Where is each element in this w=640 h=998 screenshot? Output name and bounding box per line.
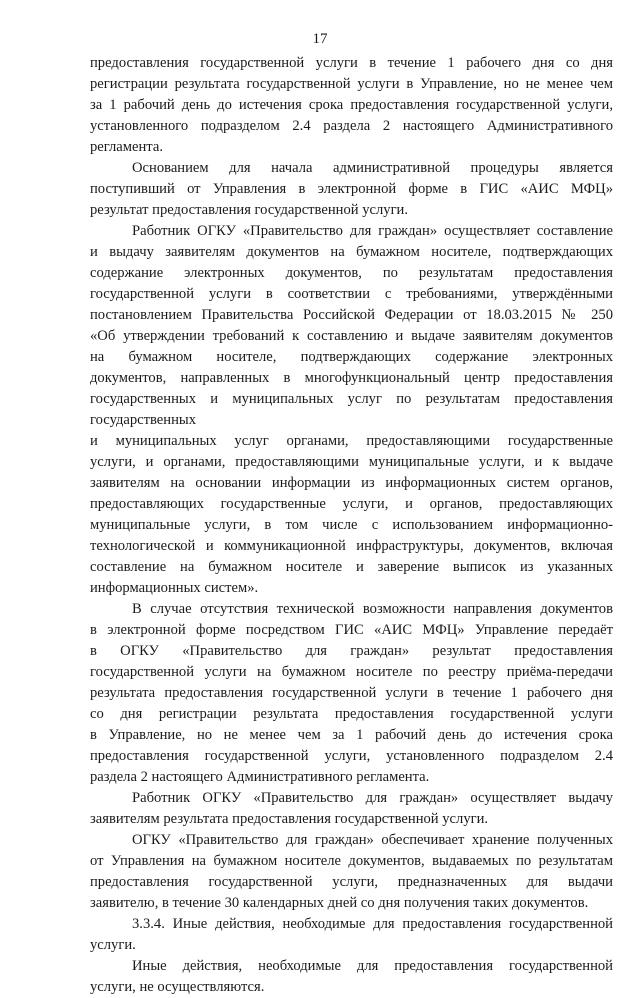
text-line: государственной услуги на бумажном носителе по реестру приёма-передачи [90, 664, 613, 680]
text-line: Иные действия, необходимые для предоставления государственной [132, 958, 613, 974]
text-line: «Об утверждении требований к составлению и выдаче заявителям документов [90, 328, 613, 344]
text-line: и муниципальных услуг органами, предоставляющими государственные [90, 433, 613, 449]
text-line: в электронной форме посредством ГИС «АИС МФЦ» Управление передаёт [90, 622, 613, 638]
text-line: составление на бумажном носителе и заверение выписок из указанных [90, 559, 613, 575]
text-line: предоставляющих государственные услуги, и органов, предоставляющих [90, 496, 613, 512]
text-line: раздела 2 настоящего Административного регламента. [90, 769, 430, 785]
text-line: услуги, и органами, предоставляющими муниципальные услуги, и к выдаче [90, 454, 613, 470]
text-line: в Управление, но не менее чем за 1 рабочий день до истечения срока [90, 727, 613, 743]
text-line: на бумажном носителе, подтверждающих содержание электронных [90, 349, 613, 365]
text-line: государственных и муниципальных услуг по результатам предоставления [90, 391, 613, 407]
text-line: результат предоставления государственной услуги. [90, 202, 409, 218]
text-line: и выдачу заявителям документов на бумажном носителе, подтверждающих [90, 244, 613, 260]
body-text [90, 53, 613, 998]
text-line: заявителям на основании информации из информационных систем органов, [90, 475, 613, 491]
page-number: 17 [312, 31, 328, 47]
text-line: регламента. [90, 139, 163, 155]
text-line: установленного подразделом 2.4 раздела 2 настоящего Административного [90, 118, 613, 134]
text-line: содержание электронных документов, по результатам предоставления [90, 265, 613, 281]
text-line: регистрации результата государственной услуги в Управление, но не менее чем [90, 76, 613, 92]
text-line: услуги, не осуществляются. [90, 979, 265, 995]
text-line: результата предоставления государственной услуги в течение 1 рабочего дня [90, 685, 613, 701]
text-line: за 1 рабочий день до истечения срока предоставления государственной услуги, [90, 97, 613, 113]
text-line: заявителям результата предоставления государственной услуги. [90, 811, 489, 827]
text-line: в ОГКУ «Правительство для граждан» результат предоставления [90, 643, 613, 659]
text-line: со дня регистрации результата предоставления государственной услуги [90, 706, 613, 722]
text-line: информационных систем». [90, 580, 259, 596]
text-line: услуги. [90, 937, 136, 953]
text-line: ОГКУ «Правительство для граждан» обеспечивает хранение полученных [132, 832, 613, 848]
text-line: государственной услуги в соответствии с требованиями, утверждёнными [90, 286, 613, 302]
text-line: муниципальные услуги, в том числе с использованием информационно- [90, 517, 613, 533]
text-line: заявителю, в течение 30 календарных дней со дня получения таких документов. [90, 895, 589, 911]
text-line: документов, направленных в многофункциональный центр предоставления [90, 370, 613, 386]
text-line: поступивший от Управления в электронной форме в ГИС «АИС МФЦ» [90, 181, 613, 197]
text-line: предоставления государственной услуги в течение 1 рабочего дня со дня [90, 55, 613, 71]
text-line: от Управления на бумажном носителе документов, выдаваемых по результатам [90, 853, 613, 869]
text-line: В случае отсутствия технической возможности направления документов [132, 601, 613, 617]
text-line: Основанием для начала административной процедуры является [132, 160, 613, 176]
text-line: предоставления государственной услуги, предназначенных для выдачи [90, 874, 613, 890]
text-line: предоставления государственной услуги, установленного подразделом 2.4 [90, 748, 613, 764]
text-line: государственных [90, 412, 197, 428]
text-line: технологической и коммуникационной инфраструктуры, документов, включая [90, 538, 613, 554]
text-line: 3.3.4. Иные действия, необходимые для предоставления государственной [132, 916, 613, 932]
text-line: Работник ОГКУ «Правительство для граждан» осуществляет выдачу [132, 790, 613, 806]
text-line: постановлением Правительства Российской Федерации от 18.03.2015 № 250 [90, 307, 613, 323]
text-line: Работник ОГКУ «Правительство для граждан» осуществляет составление [132, 223, 613, 239]
